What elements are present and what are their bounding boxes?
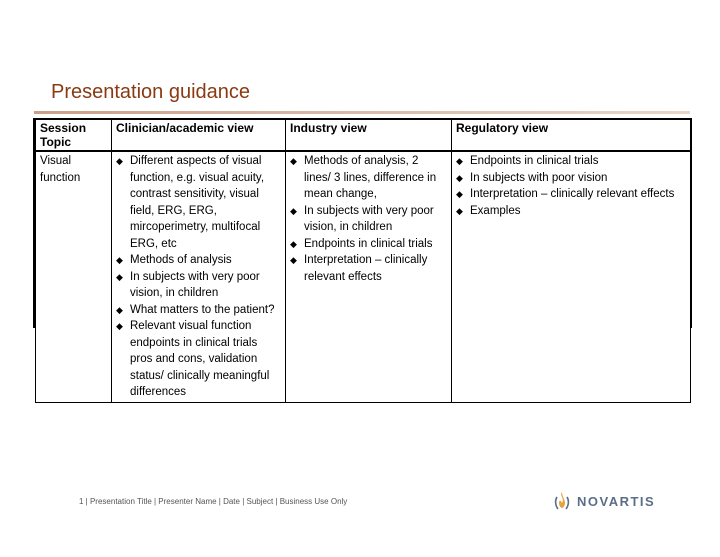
list-item-text: Different aspects of visual function, e.g. visual acuity, contrast sensitivity, visual field, ERG, ERG, mircoperimetry, multifocal ERG, etc <box>130 155 265 250</box>
novartis-logo-text: NOVARTIS <box>577 493 656 509</box>
diamond-bullet-icon: ◆ <box>116 321 123 331</box>
list-item-text: In subjects with very poor vision, in children <box>130 270 260 299</box>
list-item-text: Relevant visual function endpoints in clinical trials pros and cons, validation status/ clinically meaningful differences <box>130 320 270 398</box>
list-item <box>456 203 686 220</box>
header-regulatory-view: Regulatory view <box>452 119 691 151</box>
diamond-bullet-icon: ◆ <box>290 156 297 166</box>
cell-industry-view <box>286 151 452 402</box>
list-item <box>290 236 447 253</box>
novartis-logo <box>553 490 655 512</box>
cell-clinician-view <box>112 151 286 402</box>
header-session-topic: Session Topic <box>36 119 112 151</box>
diamond-bullet-icon: ◆ <box>116 271 123 282</box>
diamond-bullet-icon: ◆ <box>116 304 123 315</box>
list-item <box>116 269 281 302</box>
cell-regulatory-view <box>452 151 691 402</box>
list-item <box>456 170 686 187</box>
diamond-bullet-icon: ◆ <box>456 189 463 199</box>
list-item-text: Methods of analysis <box>130 254 232 266</box>
list-item-text: Examples <box>470 204 521 217</box>
list-item <box>456 153 686 170</box>
diamond-bullet-icon: ◆ <box>456 205 463 216</box>
diamond-bullet-icon: ◆ <box>116 156 123 166</box>
list-item-text: Endpoints in clinical trials <box>470 155 599 167</box>
table-header-row <box>36 119 691 151</box>
novartis-flame-icon <box>553 491 571 511</box>
table-row <box>36 151 691 402</box>
list-item-text: What matters to the patient? <box>130 303 275 316</box>
cell-session-topic: Visual function <box>36 151 112 402</box>
title-divider <box>34 111 690 114</box>
diamond-bullet-icon: ◆ <box>456 172 463 183</box>
diamond-bullet-icon: ◆ <box>290 205 297 216</box>
slide-title: Presentation guidance <box>51 81 251 103</box>
diamond-bullet-icon: ◆ <box>116 255 123 265</box>
list-item <box>116 302 281 319</box>
list-item <box>116 318 281 401</box>
list-item-text: In subjects with poor vision <box>470 171 608 184</box>
list-item-text: Interpretation – clinically relevant effects <box>470 188 675 200</box>
diamond-bullet-icon: ◆ <box>290 238 297 249</box>
list-item <box>290 203 447 236</box>
diamond-bullet-icon: ◆ <box>290 255 297 265</box>
list-item <box>290 153 447 203</box>
list-item <box>116 252 281 269</box>
guidance-table-container <box>33 118 692 398</box>
header-clinician-view: Clinician/academic view <box>112 119 286 151</box>
list-item <box>290 252 447 285</box>
slide-footer: 1 | Presentation Title | Presenter Name | Date | Subject | Business Use Only <box>79 497 348 506</box>
guidance-table <box>35 118 691 403</box>
header-industry-view: Industry view <box>286 119 452 151</box>
list-item-text: In subjects with very poor vision, in children <box>304 204 434 233</box>
list-item-text: Interpretation – clinically relevant effects <box>304 254 428 283</box>
diamond-bullet-icon: ◆ <box>456 156 463 166</box>
regulatory-bullet-list <box>456 153 686 219</box>
list-item <box>116 153 281 252</box>
list-item-text: Endpoints in clinical trials <box>304 237 433 250</box>
industry-bullet-list <box>290 153 447 285</box>
list-item-text: Methods of analysis, 2 lines/ 3 lines, difference in mean change, <box>304 155 437 200</box>
list-item <box>456 186 686 203</box>
clinician-bullet-list <box>116 153 281 401</box>
